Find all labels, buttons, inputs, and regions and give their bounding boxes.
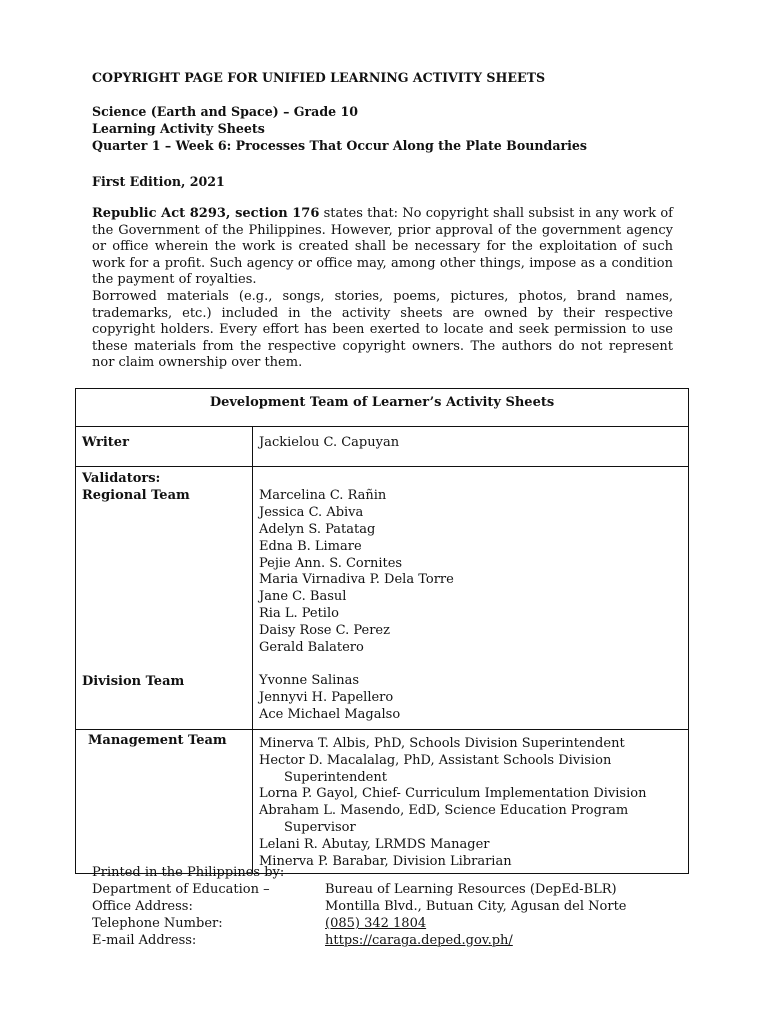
writer-name: Jackielou C. Capuyan — [253, 427, 689, 467]
list-item: Superintendent — [284, 769, 387, 785]
validators-label: Validators: — [82, 471, 161, 486]
department-value: Bureau of Learning Resources (DepEd-BLR) — [325, 882, 617, 897]
regional-team-list — [259, 488, 682, 657]
list-item: Yvonne Salinas — [259, 672, 360, 688]
validators-names-cell — [253, 467, 689, 730]
telephone-value[interactable]: (085) 342 1804 — [325, 916, 427, 931]
list-item: Jessica C. Abiva — [259, 504, 364, 520]
list-item: Pejie Ann. S. Cornites — [259, 555, 403, 571]
list-item: Jennyvi H. Papellero — [259, 689, 394, 705]
management-team-label: Management Team — [76, 729, 253, 873]
list-item: Supervisor — [284, 820, 356, 836]
republic-act-citation: Republic Act 8293, section 176 — [92, 206, 320, 221]
table-header-row — [76, 389, 689, 427]
list-item: Minerva T. Albis, PhD, Schools Division Superintendent — [259, 735, 625, 751]
telephone-label: Telephone Number: — [92, 916, 223, 931]
website-link[interactable]: https://caraga.deped.gov.ph/ — [325, 933, 513, 948]
list-item: Maria Virnadiva P. Dela Torre — [259, 572, 454, 588]
division-team-list — [259, 673, 682, 724]
division-team-label: Division Team — [82, 673, 185, 689]
table-heading: Development Team of Learner’s Activity Sheets — [76, 389, 689, 427]
management-row — [76, 729, 689, 873]
list-item: Hector D. Macalalag, PhD, Assistant Schools Division — [259, 752, 612, 768]
republic-act-text: states that: No copyright shall subsist in any work of the Government of the Philippines. However, prior approval of the government agency or office wherein the work is created shall be necessary for the exploitation of such work for a profit. Such agency or office may, among other things, impose as a condition the payment of royalties. — [92, 206, 673, 288]
edition-line: First Edition, 2021 — [92, 174, 225, 189]
sheet-type-line: Learning Activity Sheets — [92, 121, 265, 136]
list-item: Daisy Rose C. Perez — [259, 623, 390, 639]
writer-label: Writer — [76, 427, 253, 467]
printed-by-line: Printed in the Philippines by: — [92, 865, 285, 880]
department-label: Department of Education – — [92, 882, 270, 897]
list-item: Ace Michael Magalso — [259, 706, 401, 722]
list-item: Ria L. Petilo — [259, 606, 339, 622]
list-item: Gerald Balatero — [259, 640, 364, 656]
validators-row — [76, 467, 689, 730]
borrowed-materials-paragraph: Borrowed materials (e.g., songs, stories, poems, pictures, photos, brand names, trademarks, etc.) included in the activity sheets are owned by their respective copyright holders. Every effort has been exerted to locate and seek permission to use these materials from the respective copyright owners. The authors do not represent nor claim ownership over them. — [92, 289, 673, 371]
email-address-label: E-mail Address: — [92, 933, 197, 948]
management-team-list — [259, 736, 682, 871]
management-names-cell — [253, 729, 689, 873]
list-item: Jane C. Basul — [259, 589, 347, 605]
copyright-page-title: COPYRIGHT PAGE FOR UNIFIED LEARNING ACTIVITY SHEETS — [92, 70, 546, 85]
list-item: Edna B. Limare — [259, 538, 362, 554]
quarter-week-line: Quarter 1 – Week 6: Processes That Occur Along the Plate Boundaries — [92, 138, 588, 153]
office-address-value: Montilla Blvd., Butuan City, Agusan del Norte — [325, 899, 627, 914]
validators-cell — [76, 467, 253, 730]
writer-row — [76, 427, 689, 467]
republic-act-paragraph — [92, 206, 673, 289]
subject-grade-line: Science (Earth and Space) – Grade 10 — [92, 104, 359, 119]
list-item: Adelyn S. Patatag — [259, 521, 376, 537]
list-item: Abraham L. Masendo, EdD, Science Education Program — [259, 803, 629, 819]
list-item: Lelani R. Abutay, LRMDS Manager — [259, 837, 490, 853]
list-item: Marcelina C. Rañin — [259, 487, 387, 503]
development-team-table — [75, 388, 689, 874]
office-address-label: Office Address: — [92, 899, 193, 914]
list-item: Lorna P. Gayol, Chief- Curriculum Implementation Division — [259, 786, 647, 802]
regional-team-label: Regional Team — [82, 487, 190, 503]
list-item: Minerva P. Barabar, Division Librarian — [259, 854, 512, 870]
